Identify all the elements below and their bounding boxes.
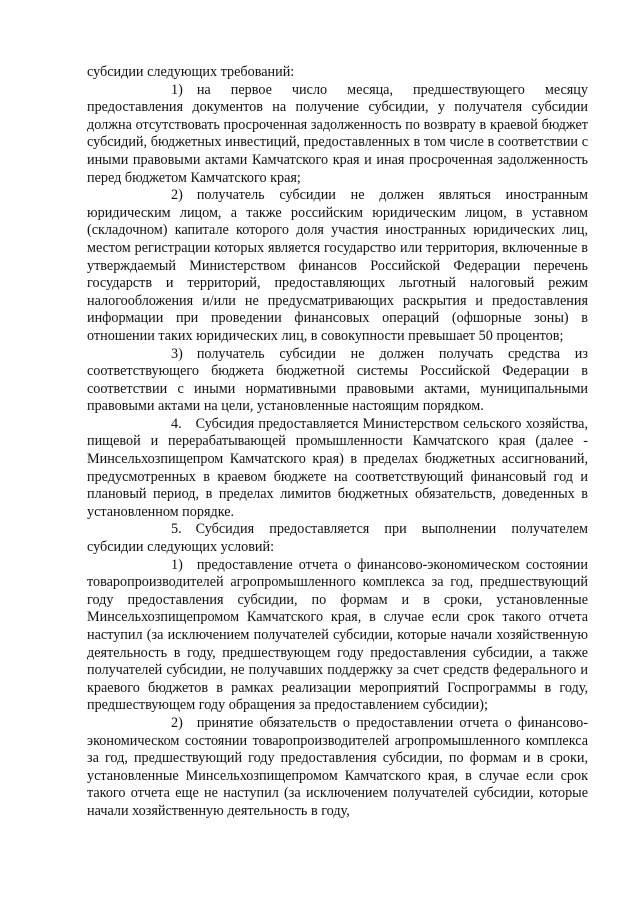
item-number: 2) bbox=[171, 714, 183, 731]
paragraph-text: принятие обязательств о предоставлении отчета о финансово-экономическом состоянии товаропроизводителей агропромышленного комплекса за год, предшествующий году предоставления субсидии, по формам и в сроки, установленные Минсельхозпищепромом Камчатского края, в случае если срок такого отчета еще не наступил (за исключением получателей субсидии, которые начали хозяйственную деятельность в году, bbox=[87, 714, 588, 819]
paragraph-section-5 bbox=[87, 521, 588, 556]
item-number: 2) bbox=[171, 187, 183, 204]
paragraph-text: получатель субсидии не должен являться иностранным юридическим лицом, а также российским юридическим лицом, в уставном (складочном) капитале которого доля участия иностранных юридических лиц, местом регистрации которых является государство или территория, включенные в утверждаемый Министерством финансов Российской Федерации перечень государств и территорий, предоставляющих льготный налоговый режим налогообложения и/или не предусматривающих раскрытия и предоставления информации при проведении финансовых операций (офшорные зоны) в отношении таких юридических лиц, в совокупности превышает 50 процентов; bbox=[87, 187, 588, 344]
paragraph-intro bbox=[87, 64, 588, 82]
paragraph-condition-2 bbox=[87, 715, 588, 821]
paragraph-text: субсидии следующих требований: bbox=[87, 64, 295, 80]
paragraph-item-3 bbox=[87, 346, 588, 416]
paragraph-text: получатель субсидии не должен получать средства из соответствующего бюджета бюджетной системы Российской Федерации в соответствии с иными нормативными правовыми актами, муниципальными правовыми актами на цели, установленные настоящим порядком. bbox=[87, 345, 588, 415]
item-number: 3) bbox=[171, 345, 183, 362]
paragraph-item-1 bbox=[87, 82, 588, 188]
section-number: 5. bbox=[171, 521, 182, 538]
paragraph-item-2 bbox=[87, 187, 588, 345]
section-number: 4. bbox=[171, 415, 182, 432]
item-number: 1) bbox=[171, 81, 183, 98]
paragraph-text: предоставление отчета о финансово-экономическом состоянии товаропроизводителей агропромышленного комплекса за год, предшествующий году предоставления субсидии, по формам и в сроки, установленные Минсельхозпищепромом Камчатского края, в случае если срок такого отчета наступил (за исключением получателей субсидии, которые начали хозяйственную деятельность в году, предшествующем году предоставления субсидии, а также получателей субсидии, не получавших поддержку за счет средств федерального и краевого бюджетов в рамках реализации мероприятий Госпрограммы в году, предшествующем году обращения за предоставлением субсидии); bbox=[87, 556, 588, 714]
item-number: 1) bbox=[171, 556, 183, 573]
paragraph-text: Субсидия предоставляется при выполнении получателем субсидии следующих условий: bbox=[87, 521, 588, 556]
paragraph-condition-1 bbox=[87, 557, 588, 715]
paragraph-text: на первое число месяца, предшествующего месяцу предоставления документов на получение субсидии, у получателя субсидии должна отсутствовать просроченная задолженность по возврату в краевой бюджет субсидий, бюджетных инвестиций, предоставленных в том числе в соответствии с иными правовыми актами Камчатского края и иная просроченная задолженность перед бюджетом Камчатского края; bbox=[87, 81, 588, 186]
paragraph-section-4 bbox=[87, 416, 588, 522]
paragraph-text: Субсидия предоставляется Министерством сельского хозяйства, пищевой и перерабатывающей промышленности Камчатского края (далее - Минсельхозпищепром Камчатского края) в пределах бюджетных ассигнований, предусмотренных в краевом бюджете на соответствующий финансовый год и плановый период, в пределах лимитов бюджетных обязательств, доведенных в установленном порядке. bbox=[87, 415, 588, 520]
